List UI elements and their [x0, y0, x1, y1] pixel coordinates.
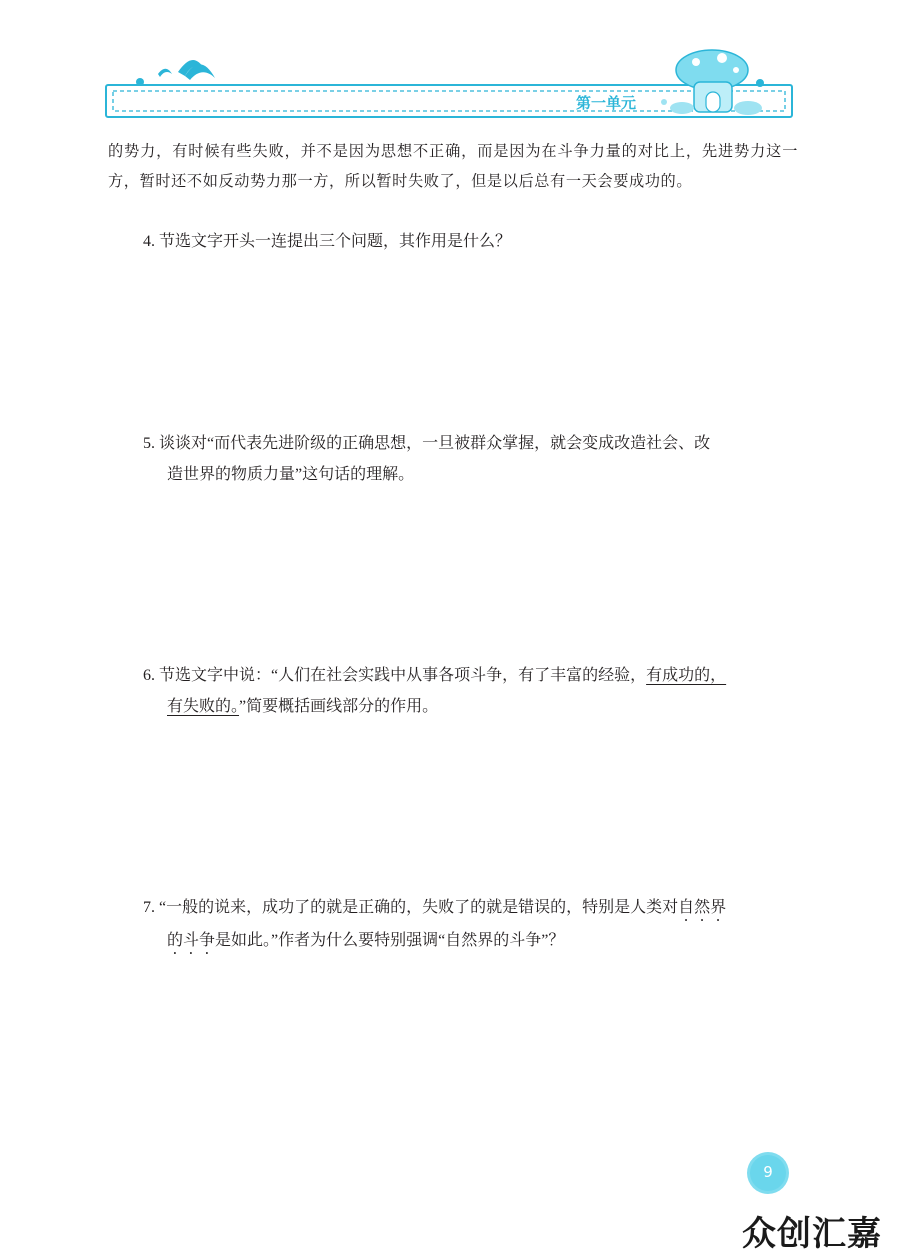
passage-text: 的势力，有时候有些失败，并不是因为思想不正确，而是因为在斗争力量的对比上，先进势力这一方，暂时还不如反动势力那一方，所以暂时失败了，但是以后总有一天会要成功的。: [108, 142, 798, 190]
question-text-line2: [143, 925, 798, 958]
question-4: [143, 226, 798, 257]
question-number: 4.: [143, 233, 155, 250]
left-dot-icon: [136, 78, 144, 86]
question-text-line1: 谈谈对“而代表先进阶级的正确思想，一旦被群众掌握，就会变成改造社会、改: [159, 435, 711, 452]
question-text-line1: 节选文字中说：“人们在社会实践中从事各项斗争，有了丰富的经验，: [159, 667, 647, 684]
page-header: [0, 0, 900, 130]
question-number: 6.: [143, 667, 155, 684]
question-number: 5.: [143, 435, 155, 452]
question-text-line1: “一般的说来，成功了的就是正确的，失败了的就是错误的，特别是人类对: [159, 899, 679, 916]
question-number: 7.: [143, 899, 155, 916]
question-5: [143, 428, 798, 490]
watermark: 众创汇嘉: [742, 1214, 882, 1254]
page-number: 9: [763, 1163, 773, 1181]
birds-icon: [158, 60, 215, 80]
page-number-badge: [745, 1150, 791, 1196]
question-6: [143, 660, 798, 722]
question-text-tail: ”简要概括画线部分的作用。: [239, 698, 439, 715]
header-decoration: [0, 0, 900, 130]
underlined-phrase: 有成功的，: [646, 667, 727, 684]
question-7: [143, 892, 798, 958]
mushroom-house-icon: [661, 50, 762, 115]
question-text: 节选文字开头一连提出三个问题，其作用是什么？: [159, 233, 512, 250]
question-text-line2: 造世界的物质力量”这句话的理解。: [167, 466, 415, 483]
emphasized-phrase: 自然界: [678, 899, 727, 916]
unit-title: 第一单元: [576, 94, 637, 112]
underlined-phrase: 有失败的。: [167, 698, 240, 715]
question-text-tail: 是如此。”作者为什么要特别强调“自然界的斗争”？: [215, 932, 565, 949]
question-text-line2: [143, 691, 798, 722]
right-dot-icon: [756, 79, 764, 87]
emphasized-phrase: 的斗争: [167, 932, 216, 949]
